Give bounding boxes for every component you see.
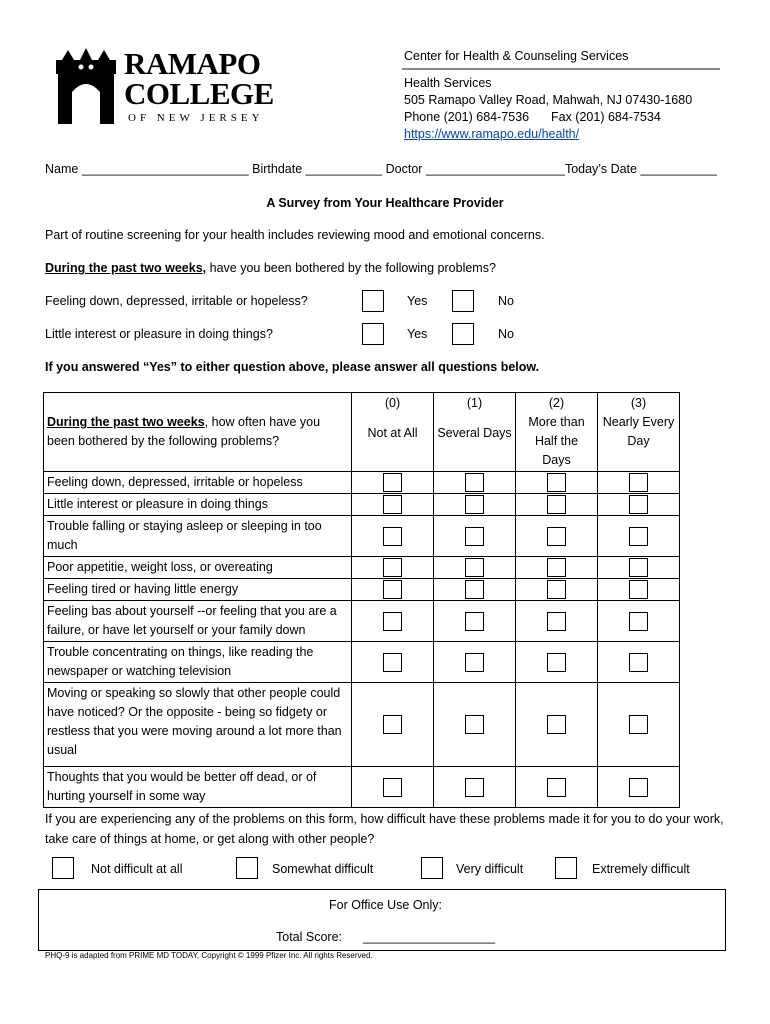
answer-checkbox-score-2[interactable] xyxy=(547,715,566,734)
answer-cell-0 xyxy=(352,683,434,767)
answer-cell-1 xyxy=(434,516,516,557)
total-score-field[interactable]: ___________________ xyxy=(363,930,496,944)
column-label-3b: Day xyxy=(627,434,650,448)
answer-cell-3 xyxy=(598,683,680,767)
question-header-rest: , how often have you been bothered by the following problems? xyxy=(47,415,321,448)
answer-checkbox-score-0[interactable] xyxy=(383,473,402,492)
answer-cell-0 xyxy=(352,557,434,579)
answer-checkbox-score-3[interactable] xyxy=(629,778,648,797)
column-label-3a: Nearly Every xyxy=(602,415,675,429)
answer-cell-0 xyxy=(352,494,434,516)
logo-line-2: COLLEGE xyxy=(124,76,274,111)
screen-q1-no-checkbox[interactable] xyxy=(452,290,474,312)
answer-cell-1 xyxy=(434,579,516,601)
answer-cell-1 xyxy=(434,472,516,494)
table-row xyxy=(44,579,680,601)
answer-checkbox-score-2[interactable] xyxy=(547,653,566,672)
answer-checkbox-score-1[interactable] xyxy=(465,580,484,599)
extremely-difficult-checkbox[interactable] xyxy=(555,857,577,879)
table-header-row xyxy=(44,393,680,472)
answer-checkbox-score-1[interactable] xyxy=(465,558,484,577)
table-row xyxy=(44,683,680,767)
table-row xyxy=(44,557,680,579)
screen-q1-no-label: No xyxy=(498,294,514,308)
birthdate-field[interactable]: Birthdate ___________ xyxy=(252,162,383,176)
column-label-2a: More than xyxy=(528,415,585,429)
survey-title: A Survey from Your Healthcare Provider xyxy=(266,196,504,210)
screen-q2-yes-checkbox[interactable] xyxy=(362,323,384,345)
column-header-1 xyxy=(434,393,516,472)
answer-cell-3 xyxy=(598,601,680,642)
answer-cell-3 xyxy=(598,579,680,601)
question-text: Poor appetitie, weight loss, or overeating xyxy=(44,557,352,579)
answer-checkbox-score-2[interactable] xyxy=(547,473,566,492)
header-phone: Phone (201) 684-7536 xyxy=(404,110,530,124)
answer-cell-2 xyxy=(516,472,598,494)
answer-cell-1 xyxy=(434,683,516,767)
answer-cell-0 xyxy=(352,767,434,808)
answer-checkbox-score-3[interactable] xyxy=(629,527,648,546)
column-score-2: (2) xyxy=(548,396,565,410)
answer-cell-1 xyxy=(434,601,516,642)
answer-checkbox-score-0[interactable] xyxy=(383,558,402,577)
answer-checkbox-score-3[interactable] xyxy=(629,495,648,514)
answer-cell-2 xyxy=(516,557,598,579)
answer-cell-3 xyxy=(598,516,680,557)
patient-info-line xyxy=(45,162,717,176)
table-row xyxy=(44,601,680,642)
screen-q2-no-label: No xyxy=(498,327,514,341)
answer-checkbox-score-0[interactable] xyxy=(383,653,402,672)
answer-cell-0 xyxy=(352,642,434,683)
question-text: Trouble falling or staying asleep or sleeping in too much xyxy=(44,516,352,557)
answer-cell-3 xyxy=(598,767,680,808)
answer-checkbox-score-3[interactable] xyxy=(629,558,648,577)
answer-checkbox-score-1[interactable] xyxy=(465,653,484,672)
screen-prompt-rest: have you been bothered by the following problems? xyxy=(206,261,496,275)
screen-prompt xyxy=(45,261,496,275)
screen-q1-yes-checkbox[interactable] xyxy=(362,290,384,312)
answer-checkbox-score-3[interactable] xyxy=(629,473,648,492)
answer-cell-2 xyxy=(516,767,598,808)
column-score-1: (1) xyxy=(466,396,483,410)
answer-cell-0 xyxy=(352,516,434,557)
header-fax: Fax (201) 684-7534 xyxy=(551,110,661,124)
answer-cell-3 xyxy=(598,557,680,579)
question-header-lead: During the past two weeks xyxy=(47,415,205,429)
answer-checkbox-score-1[interactable] xyxy=(465,527,484,546)
not-difficult-checkbox[interactable] xyxy=(52,857,74,879)
answer-cell-2 xyxy=(516,601,598,642)
question-header xyxy=(44,393,352,472)
phq-table xyxy=(43,392,680,808)
answer-checkbox-score-2[interactable] xyxy=(547,558,566,577)
answer-checkbox-score-2[interactable] xyxy=(547,527,566,546)
answer-cell-1 xyxy=(434,557,516,579)
answer-checkbox-score-1[interactable] xyxy=(465,778,484,797)
answer-cell-2 xyxy=(516,579,598,601)
somewhat-difficult-label: Somewhat difficult xyxy=(272,862,374,876)
column-label-2b: Half the Days xyxy=(534,434,579,467)
column-header-0 xyxy=(352,393,434,472)
archway-icon xyxy=(50,46,122,126)
answer-cell-3 xyxy=(598,642,680,683)
table-row xyxy=(44,494,680,516)
instruction-text: If you answered “Yes” to either question above, please answer all questions below. xyxy=(45,360,540,374)
column-label-1: Several Days xyxy=(437,426,512,440)
question-text: Trouble concentrating on things, like reading the newspaper or watching television xyxy=(44,642,352,683)
total-score-label: Total Score: xyxy=(276,930,343,944)
answer-cell-1 xyxy=(434,767,516,808)
column-score-3: (3) xyxy=(630,396,647,410)
question-text: Feeling tired or having little energy xyxy=(44,579,352,601)
intro-text: Part of routine screening for your health includes reviewing mood and emotional concerns. xyxy=(45,228,545,242)
answer-cell-2 xyxy=(516,494,598,516)
answer-checkbox-score-0[interactable] xyxy=(383,527,402,546)
screen-question-2: Little interest or pleasure in doing things? xyxy=(45,327,273,341)
logo-line-3: OF NEW JERSEY xyxy=(128,112,264,124)
column-label-0: Not at All xyxy=(367,426,418,440)
name-field[interactable]: Name ________________________ xyxy=(45,162,249,176)
answer-checkbox-score-0[interactable] xyxy=(383,778,402,797)
screen-q2-no-checkbox[interactable] xyxy=(452,323,474,345)
office-use-title: For Office Use Only: xyxy=(329,898,442,912)
screen-prompt-lead: During the past two weeks, xyxy=(45,261,207,275)
answer-checkbox-score-3[interactable] xyxy=(629,580,648,599)
question-text: Little interest or pleasure in doing things xyxy=(44,494,352,516)
answer-checkbox-score-0[interactable] xyxy=(383,612,402,631)
answer-cell-0 xyxy=(352,472,434,494)
somewhat-difficult-checkbox[interactable] xyxy=(236,857,258,879)
header-address: 505 Ramapo Valley Road, Mahwah, NJ 07430-1680 xyxy=(404,93,693,107)
question-text: Feeling down, depressed, irritable or hopeless xyxy=(44,472,352,494)
answer-cell-3 xyxy=(598,494,680,516)
header-dept: Health Services xyxy=(404,76,492,90)
office-use-box xyxy=(38,889,726,951)
answer-checkbox-score-2[interactable] xyxy=(547,778,566,797)
answer-cell-2 xyxy=(516,683,598,767)
very-difficult-label: Very difficult xyxy=(456,862,524,876)
answer-cell-0 xyxy=(352,601,434,642)
header-center-name: Center for Health & Counseling Services xyxy=(404,49,629,63)
header-website-link[interactable]: https://www.ramapo.edu/health/ xyxy=(404,127,580,141)
answer-checkbox-score-3[interactable] xyxy=(629,715,648,734)
answer-checkbox-score-1[interactable] xyxy=(465,473,484,492)
question-text: Feeling bas about yourself --or feeling that you are a failure, or have let yourself or your family down xyxy=(44,601,352,642)
answer-checkbox-score-0[interactable] xyxy=(383,495,402,514)
extremely-difficult-label: Extremely difficult xyxy=(592,862,690,876)
screen-q2-yes-label: Yes xyxy=(407,327,428,341)
screen-question-1: Feeling down, depressed, irritable or hopeless? xyxy=(45,294,308,308)
logo-line-1: RAMAPO xyxy=(124,46,261,81)
table-row xyxy=(44,516,680,557)
answer-checkbox-score-3[interactable] xyxy=(629,653,648,672)
column-header-2 xyxy=(516,393,598,472)
header-divider xyxy=(402,68,720,70)
copyright-footer: PHQ-9 is adapted from PRIME MD TODAY, Copyright © 1999 Pfizer Inc. All rights Reserved. xyxy=(45,951,373,960)
table-row xyxy=(44,767,680,808)
difficulty-question: If you are experiencing any of the problems on this form, how difficult have these problems made it for you to do your work, take care of things at home, or get along with other people? xyxy=(45,812,724,846)
screen-q1-yes-label: Yes xyxy=(407,294,428,308)
not-difficult-label: Not difficult at all xyxy=(91,862,183,876)
table-row xyxy=(44,642,680,683)
answer-checkbox-score-2[interactable] xyxy=(547,580,566,599)
column-score-0: (0) xyxy=(384,396,401,410)
answer-cell-1 xyxy=(434,642,516,683)
answer-checkbox-score-1[interactable] xyxy=(465,495,484,514)
answer-cell-3 xyxy=(598,472,680,494)
question-text: Thoughts that you would be better off dead, or of hurting yourself in some way xyxy=(44,767,352,808)
answer-cell-2 xyxy=(516,516,598,557)
answer-checkbox-score-2[interactable] xyxy=(547,495,566,514)
college-logo xyxy=(50,46,280,126)
question-text: Moving or speaking so slowly that other people could have noticed? Or the opposite - being so fidgety or restless that you were moving around a lot more than usual xyxy=(44,683,352,767)
answer-checkbox-score-1[interactable] xyxy=(465,612,484,631)
very-difficult-checkbox[interactable] xyxy=(421,857,443,879)
answer-checkbox-score-0[interactable] xyxy=(383,715,402,734)
column-header-3 xyxy=(598,393,680,472)
answer-cell-1 xyxy=(434,494,516,516)
today-date-field[interactable]: Today’s Date ___________ xyxy=(564,162,717,176)
answer-checkbox-score-3[interactable] xyxy=(629,612,648,631)
answer-checkbox-score-1[interactable] xyxy=(465,715,484,734)
answer-checkbox-score-2[interactable] xyxy=(547,612,566,631)
doctor-field[interactable]: Doctor ____________________ xyxy=(385,162,565,176)
table-row xyxy=(44,472,680,494)
answer-cell-2 xyxy=(516,642,598,683)
answer-cell-0 xyxy=(352,579,434,601)
answer-checkbox-score-0[interactable] xyxy=(383,580,402,599)
